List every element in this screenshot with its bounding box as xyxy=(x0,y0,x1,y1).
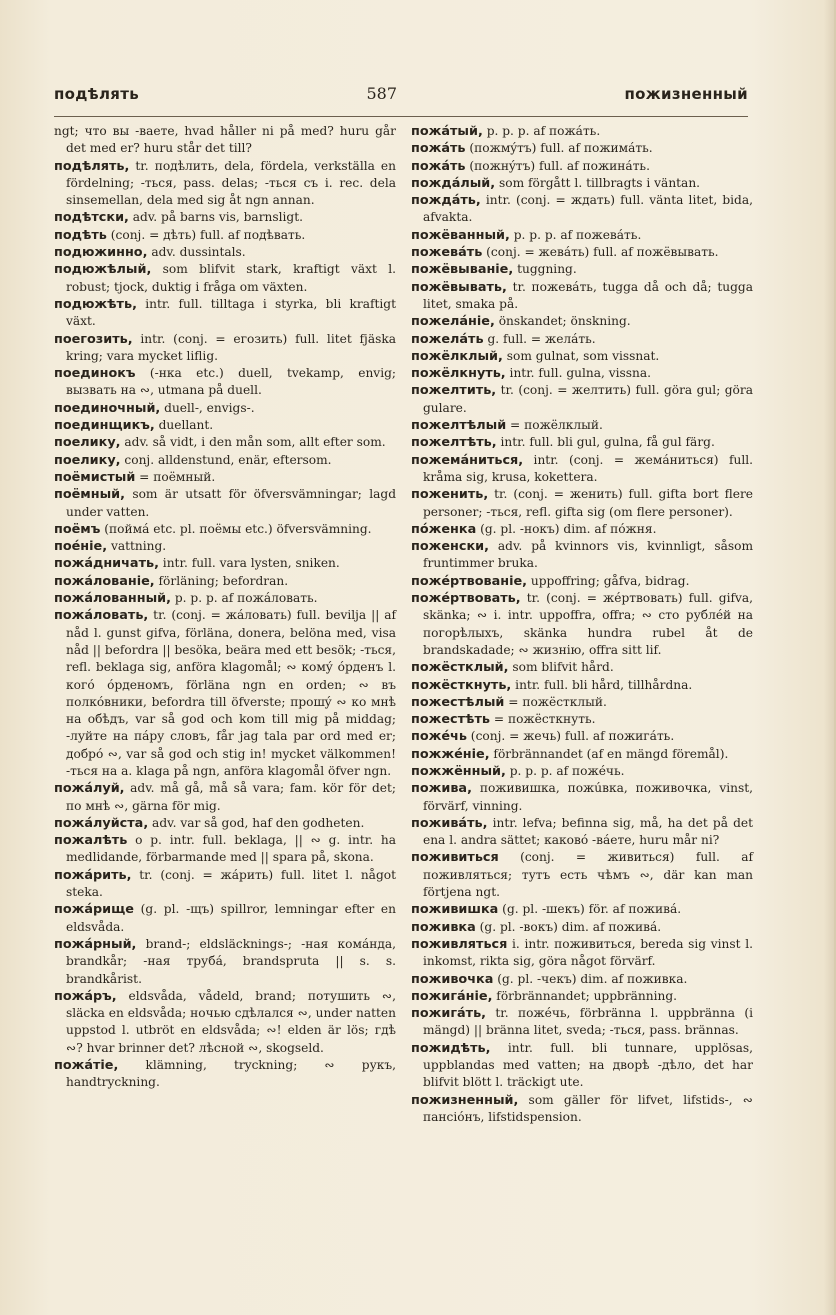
page-header xyxy=(54,84,748,112)
entry-definition: brand-; eldsläcknings-; -ная комáнда, brandkår; -ная трубá, brandspruta || s. s. brandkårist. xyxy=(66,936,396,986)
entry-definition: intr. lefva; befinna sig, må, ha det på det ena l. andra sättet; каковó -вáете, huru mår ni? xyxy=(423,815,753,848)
entry-headword: пожёлкнуть, xyxy=(411,366,506,382)
dictionary-entry xyxy=(411,452,753,487)
dictionary-entry xyxy=(54,936,396,988)
entry-headword: пождáлый, xyxy=(411,175,496,191)
entry-headword: подѣлять, xyxy=(54,158,130,174)
entry-definition: tr. (conj. = жáловать) full. bevilja || af nåd l. gunst gifva, förläna, donera, belöna med, visa nåd || befordra || besöka, beära med ett besök; -ться, refl. beklaga sig, anföra klagomål; ∾ комý óрденъ l. когó óрденомъ, förläna ngn en orden; ∾ въ полкóвники, befordra till öfverste; прошý ∾ ко мнѣ на обѣдъ, var så god och kom till mig på middag; -луйте на пáру словъ, får jag tala par ord med er; добрó ∾, var så god och stig in! mycket välkommen! -ться на а. klaga på ngn, anföra klagomål öfver ngn. xyxy=(66,608,396,778)
entry-definition: förbrännandet; uppbränning. xyxy=(492,988,678,1003)
left-column xyxy=(54,123,396,1092)
entry-definition: tr. (conj. = жáрить) full. litet l. något steka. xyxy=(66,867,396,900)
entry-definition: (g. pl. -шекъ) för. af поживá. xyxy=(498,902,682,917)
dictionary-entry xyxy=(54,296,396,331)
entry-definition: tr. пожéчь, förbränna l. uppbränna (i mängd) || bränna litet, sveda; -ться, pass. brännas. xyxy=(423,1006,753,1038)
dictionary-entry xyxy=(411,746,753,763)
entry-headword: пождáть, xyxy=(411,193,481,209)
entry-definition: intr. (conj. = жемáниться) full. kråma sig, krusa, kokettera. xyxy=(423,452,753,484)
entry-definition: intr. full. bli tunnare, upplösas, uppblandas med vatten; на дворѣ -дѣло, det har blifvit blött l. träckigt ute. xyxy=(423,1040,753,1090)
dictionary-entry xyxy=(54,452,396,469)
entry-definition: tr. (conj. = желтить) full. göra gul; göra gulare. xyxy=(423,383,753,415)
entry-definition: (conj. = дѣть) full. af подѣвать. xyxy=(106,227,306,242)
dictionary-entry xyxy=(411,192,753,227)
entry-definition: tuggning. xyxy=(513,262,577,277)
entry-headword: пожáтый, xyxy=(411,124,483,139)
dictionary-entry xyxy=(411,123,753,140)
entry-definition: (conj. = жевáть) full. af пожёвывать. xyxy=(482,245,719,260)
dictionary-entry xyxy=(411,573,753,590)
entry-definition: = пожёлклый. xyxy=(506,418,603,433)
dictionary-entry xyxy=(54,244,396,261)
entry-definition: conj. alldenstund, enär, eftersom. xyxy=(120,452,332,467)
dictionary-entry xyxy=(411,382,753,417)
entry-definition: uppoffring; gåfva, bidrag. xyxy=(527,573,690,588)
dictionary-entry xyxy=(411,971,753,988)
dictionary-entry xyxy=(411,711,753,728)
entry-definition: (-нка etc.) duell, tvekamp, envig; вызвать на ∾, utmana på duell. xyxy=(66,366,396,398)
entry-headword: поединокъ xyxy=(54,366,136,382)
entry-headword: поёмистый xyxy=(54,469,136,485)
entry-headword: пожизненный, xyxy=(411,1092,519,1108)
entry-headword: пожáрный, xyxy=(54,936,137,952)
dictionary-entry xyxy=(411,365,753,382)
entry-headword: поживочка xyxy=(411,971,494,987)
dictionary-entry xyxy=(54,988,396,1057)
entry-definition: = поёмный. xyxy=(135,469,216,484)
entry-definition: som blifvit hård. xyxy=(508,660,614,675)
page-number: 587 xyxy=(366,84,398,103)
entry-headword: пожáрить, xyxy=(54,867,132,883)
entry-headword: поженски, xyxy=(411,539,489,555)
entry-definition: (пожмýтъ) full. af пожимáть. xyxy=(465,141,653,156)
entry-definition: som förgått l. tillbragts i väntan. xyxy=(495,175,701,190)
entry-definition: som blifvit stark, kraftigt växt l. robust; tjock, duktig i fråga om växten. xyxy=(66,262,396,294)
dictionary-entry xyxy=(411,815,753,850)
entry-definition: tr. (conj. = женить) full. gifta bort flere personer; -ться, refl. gifta sig (om flere personer). xyxy=(423,487,753,519)
entry-definition: (g. pl. -вокъ) dim. af поживá. xyxy=(475,919,662,934)
entry-headword: поегозить, xyxy=(54,331,133,347)
dictionary-entry xyxy=(411,919,753,936)
dictionary-entry xyxy=(411,538,753,573)
entry-headword: пожáловать, xyxy=(54,608,149,624)
dictionary-entry xyxy=(54,365,396,400)
entry-headword: пожёлклый, xyxy=(411,348,503,364)
entry-definition: (conj. = жечь) full. af пожигáть. xyxy=(466,729,675,744)
entry-definition: ngt; что вы -ваете, hvad håller ni på med? huru går det med er? huru står det till? xyxy=(54,124,396,156)
entry-headword: пожемáниться, xyxy=(411,452,524,468)
entry-definition: duellant. xyxy=(154,418,214,433)
entry-definition: eldsvåda, vådeld, brand; потушить ∾, släcka en eldsvåda; ночью сдѣлался ∾, under natten uppstod l. utbröt en eldsvåda; ∾! elden är lös; гдѣ ∾? hvar brinner det? лѣсной ∾, skogseld. xyxy=(66,988,396,1055)
entry-definition: p. p. p. af пожевáть. xyxy=(509,227,642,242)
dictionary-entry xyxy=(411,694,753,711)
entry-headword: пожигáніе, xyxy=(411,988,493,1004)
entry-headword: пожёванный, xyxy=(411,227,510,243)
dictionary-entry xyxy=(54,227,396,244)
entry-headword: пожелáніе, xyxy=(411,314,495,330)
entry-definition: поживишка, пожúвка, поживочка, vinst, förvärf, vinning. xyxy=(423,781,753,813)
dictionary-entry xyxy=(54,521,396,538)
entry-definition: som gäller för lifvet, lifstids-, ∾ пансіóнъ, lifstidspension. xyxy=(423,1092,753,1124)
entry-definition: (g. pl. -чекъ) dim. af поживка. xyxy=(493,971,688,986)
entry-definition: g. full. = желáть. xyxy=(483,331,596,346)
entry-headword: пожива, xyxy=(411,781,472,797)
entry-definition: intr. full. tilltaga i styrka, bli kraftigt växt. xyxy=(66,296,396,329)
entry-headword: пожáтіе, xyxy=(54,1058,119,1074)
entry-headword: пожжéніе, xyxy=(411,746,490,762)
dictionary-entry xyxy=(411,244,753,261)
entry-headword: пожестѣть xyxy=(411,712,490,728)
entry-definition: adv. på barns vis, barnsligt. xyxy=(128,210,303,225)
entry-headword: подюжѣть, xyxy=(54,296,137,312)
entry-headword: поединщикъ, xyxy=(54,418,155,434)
entry-headword: поединочный, xyxy=(54,400,161,416)
entry-headword: пожестѣлый xyxy=(411,694,505,710)
dictionary-entry xyxy=(411,901,753,918)
entry-headword: пожёвываніе, xyxy=(411,262,514,278)
dictionary-entry xyxy=(54,1057,396,1092)
entry-definition: intr. full. gulna, vissna. xyxy=(505,366,652,381)
entry-headword: пóженка xyxy=(411,521,477,537)
header-right-guideword: пожизненный xyxy=(624,85,748,103)
entry-headword: пожáть xyxy=(411,158,466,174)
entry-headword: поживáть, xyxy=(411,815,488,831)
entry-headword: поелику, xyxy=(54,435,121,451)
dictionary-entry xyxy=(411,175,753,192)
entry-definition: som gulnat, som vissnat. xyxy=(502,348,660,363)
dictionary-entry xyxy=(54,417,396,434)
dictionary-entry xyxy=(54,815,396,832)
entry-headword: пожидѣть, xyxy=(411,1040,491,1056)
entry-headword: пожевáть xyxy=(411,245,483,261)
dictionary-entry xyxy=(54,832,396,867)
entry-headword: пожáрище xyxy=(54,902,134,918)
entry-headword: пожалѣть xyxy=(54,833,128,849)
entry-definition: adv. var så god, haf den godheten. xyxy=(148,815,365,830)
dictionary-entry xyxy=(411,590,753,659)
dictionary-entry xyxy=(54,901,396,936)
entry-definition: tr. пожевáть, tugga då och då; tugga litet, smaka på. xyxy=(423,279,753,311)
entry-definition: önskandet; önskning. xyxy=(494,314,631,329)
entry-headword: пожёстклый, xyxy=(411,660,509,676)
dictionary-entry xyxy=(411,659,753,676)
page-edge-shadow xyxy=(824,0,834,1315)
dictionary-entry xyxy=(411,849,753,901)
entry-definition: p. p. p. af пожéчь. xyxy=(505,763,625,778)
dictionary-entry xyxy=(411,521,753,538)
entry-headword: поженить, xyxy=(411,487,489,503)
entry-definition: vattning. xyxy=(107,539,167,554)
dictionary-entry xyxy=(54,434,396,451)
dictionary-entry xyxy=(411,313,753,330)
entry-definition: p. p. p. af пожáловать. xyxy=(170,591,318,606)
dictionary-entry xyxy=(54,209,396,226)
entry-headword: пожáлуй, xyxy=(54,781,125,797)
entry-headword: пожéртвованіе, xyxy=(411,573,528,589)
dictionary-entry xyxy=(54,590,396,607)
dictionary-entry xyxy=(411,331,753,348)
entry-definition: adv. på kvinnors vis, kvinnligt, såsom fruntimmer bruka. xyxy=(423,539,753,571)
entry-definition: intr. (conj. = егозить) full. litet fjäska kring; vara mycket liflig. xyxy=(66,331,396,363)
entry-headword: пожжённый, xyxy=(411,763,506,779)
entry-definition: adv. må gå, må så vara; fam. kör för det; по мнѣ ∾, gärna för mig. xyxy=(66,781,396,813)
header-rule xyxy=(54,116,748,117)
dictionary-entry xyxy=(54,573,396,590)
dictionary-entry xyxy=(411,227,753,244)
dictionary-entry xyxy=(411,140,753,157)
dictionary-entry xyxy=(54,400,396,417)
entry-definition: (g. pl. -щъ) spillror, lemningar efter en eldsvåda. xyxy=(66,902,396,934)
entry-definition: adv. så vidt, i den mån som, allt efter som. xyxy=(120,435,386,450)
entry-definition: förbrännandet (af en mängd föremål). xyxy=(489,746,729,761)
entry-headword: пожáдничать, xyxy=(54,556,159,572)
entry-headword: пожелтѣлый xyxy=(411,418,507,434)
entry-headword: пожигáть, xyxy=(411,1006,487,1022)
dictionary-entry xyxy=(54,331,396,366)
entry-headword: пожёсткнуть, xyxy=(411,677,512,693)
entry-definition: duell-, envigs-. xyxy=(160,400,255,415)
dictionary-entry xyxy=(411,261,753,278)
entry-definition: intr. full. vara lysten, sniken. xyxy=(158,556,340,571)
entry-definition: p. p. p. af пожáть. xyxy=(482,124,601,138)
entry-headword: пожáръ, xyxy=(54,988,117,1004)
dictionary-entry xyxy=(411,1092,753,1127)
dictionary-entry xyxy=(54,486,396,521)
entry-headword: пожáлуйста, xyxy=(54,815,149,831)
entry-definition: (поймá etc. pl. поёмы etc.) öfversvämning. xyxy=(100,521,372,536)
entry-definition: adv. dussintals. xyxy=(147,245,246,260)
dictionary-entry xyxy=(54,123,396,158)
dictionary-entry xyxy=(54,780,396,815)
dictionary-entry xyxy=(411,988,753,1005)
entry-definition: = пожёсткнуть. xyxy=(489,712,596,727)
entry-headword: пожелтѣть, xyxy=(411,435,497,451)
entry-definition: о p. intr. full. beklaga, || ∾ g. intr. ha medlidande, förbarmande med || spara på, skona. xyxy=(66,833,396,865)
right-column xyxy=(411,123,753,1126)
entry-headword: пожáлованіе, xyxy=(54,573,155,589)
entry-headword: поживиться xyxy=(411,850,499,866)
dictionary-entry xyxy=(54,867,396,902)
dictionary-entry xyxy=(411,279,753,314)
entry-definition: (g. pl. -нокъ) dim. af пóжня. xyxy=(476,521,657,536)
entry-definition: tr. (conj. = жéртвовать) full. gifva, skänka; ∾ i. intr. uppoffra, offra; ∾ сто рублéй на погорѣлыхъ, skänka hundra rubel åt de brandskadade; ∾ жизнію, offra sitt lif. xyxy=(423,591,753,657)
dictionary-entry xyxy=(411,348,753,365)
entry-headword: пожáть xyxy=(411,141,466,157)
entry-headword: подѣть xyxy=(54,227,107,243)
entry-headword: подюжѣлый, xyxy=(54,262,152,278)
header-left-guideword: подѣлять xyxy=(54,85,140,103)
entry-headword: пожелáть xyxy=(411,331,484,347)
dictionary-entry xyxy=(411,486,753,521)
dictionary-entry xyxy=(411,1005,753,1040)
entry-headword: пожéртвовать, xyxy=(411,591,521,607)
entry-headword: поёмный, xyxy=(54,487,126,503)
dictionary-entry xyxy=(411,728,753,745)
entry-headword: пожелтить, xyxy=(411,383,497,399)
entry-definition: (conj. = живиться) full. af поживляться; тутъ есть чѣмъ ∾, där kan man förtjena ngt. xyxy=(423,850,753,900)
entry-headword: поелику, xyxy=(54,452,121,468)
dictionary-entry xyxy=(54,607,396,780)
dictionary-entry xyxy=(411,434,753,451)
entry-definition: tr. подѣлить, dela, fördela, verkställa en fördelning; -ться, pass. delas; -ться съ i. rec. dela sinsemellan, dela med sig åt ngn annan. xyxy=(66,158,396,208)
entry-definition: (пожнýтъ) full. af пожинáть. xyxy=(465,158,650,173)
entry-definition: förläning; befordran. xyxy=(154,573,289,588)
dictionary-entry xyxy=(411,158,753,175)
entry-headword: подѣтски, xyxy=(54,210,129,226)
dictionary-entry xyxy=(411,763,753,780)
entry-headword: пожёвывать, xyxy=(411,279,507,295)
entry-headword: пожéчь xyxy=(411,729,467,745)
entry-headword: поживляться xyxy=(411,936,508,952)
entry-definition: klämning, tryckning; ∾ рукъ, handtryckning. xyxy=(66,1058,396,1090)
entry-definition: intr. full. bli hård, tillhårdna. xyxy=(511,677,693,692)
entry-definition: intr. full. bli gul, gulna, få gul färg. xyxy=(496,435,715,450)
dictionary-entry xyxy=(411,677,753,694)
entry-headword: поёмъ xyxy=(54,521,101,537)
entry-definition: = пожёстклый. xyxy=(504,694,607,709)
dictionary-entry xyxy=(54,469,396,486)
entry-definition: i. intr. поживиться, bereda sig vinst l. inkomst, rikta sig, göra något förvärf. xyxy=(423,936,753,969)
dictionary-entry xyxy=(54,158,396,210)
entry-definition: intr. (conj. = ждать) full. vänta litet, bida, afvakta. xyxy=(423,193,753,225)
entry-headword: поживишка xyxy=(411,902,499,918)
dictionary-entry xyxy=(411,1040,753,1092)
dictionary-entry xyxy=(54,555,396,572)
dictionary-entry xyxy=(54,538,396,555)
entry-headword: подюжинно, xyxy=(54,245,148,261)
dictionary-entry xyxy=(411,936,753,971)
entry-headword: пожáлованный, xyxy=(54,591,171,607)
dictionary-entry xyxy=(411,417,753,434)
dictionary-entry xyxy=(411,780,753,815)
entry-headword: поживка xyxy=(411,919,476,935)
entry-headword: поéніе, xyxy=(54,539,108,555)
entry-definition: som är utsatt för öfversvämningar; lagd under vatten. xyxy=(66,487,396,519)
dictionary-entry xyxy=(54,261,396,296)
